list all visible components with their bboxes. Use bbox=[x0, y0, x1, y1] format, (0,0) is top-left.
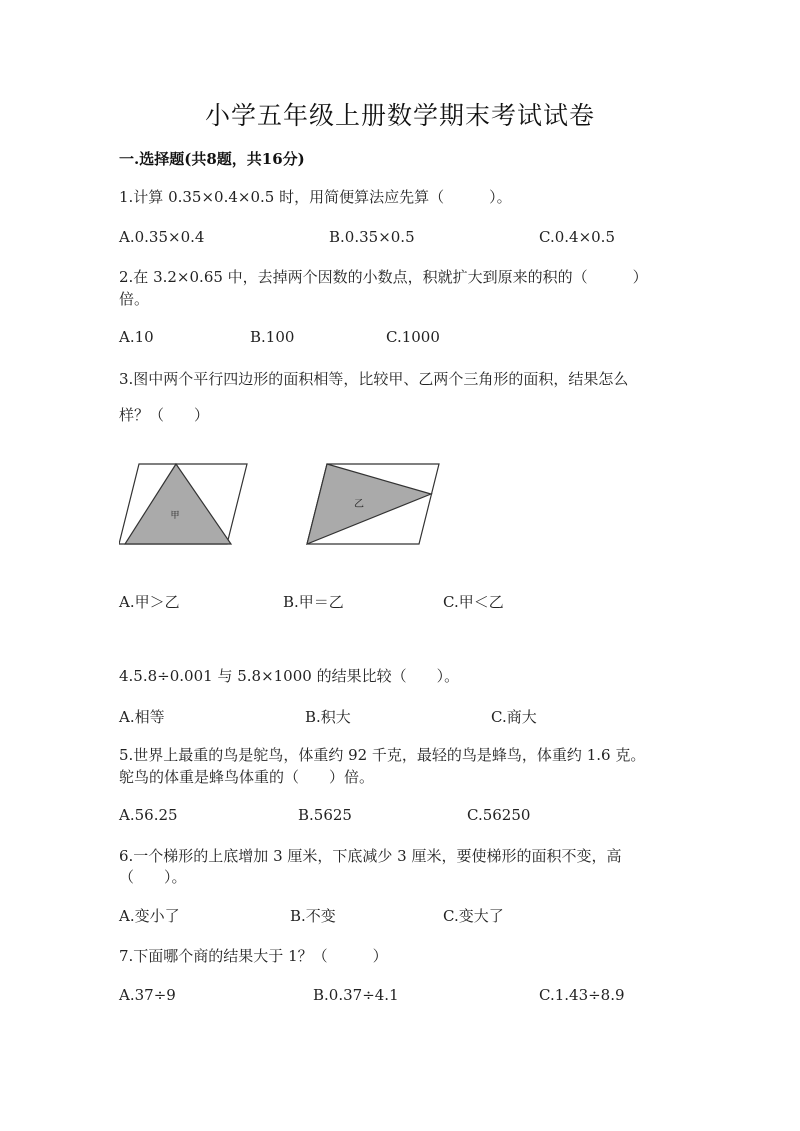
page-title: 小学五年级上册数学期末考试试卷 bbox=[204, 101, 595, 130]
question-3-option-b[interactable]: B.甲＝乙 bbox=[283, 593, 344, 611]
question-4-text: 4.5.8÷0.001 与 5.8×1000 的结果比较（ ）。 bbox=[119, 667, 460, 685]
section-heading: 一.选择题(共8题，共16分) bbox=[119, 150, 305, 168]
question-2-option-a[interactable]: A.10 bbox=[119, 328, 154, 346]
question-6-text-line-2: （ ）。 bbox=[119, 868, 187, 886]
parallelogram-figure bbox=[119, 458, 449, 550]
question-1-option-b[interactable]: B.0.35×0.5 bbox=[329, 228, 415, 246]
triangle-yi bbox=[307, 464, 431, 544]
question-6-option-a[interactable]: A.变小了 bbox=[119, 907, 180, 925]
question-1-text: 1.计算 0.35×0.4×0.5 时，用简便算法应先算（ ）。 bbox=[119, 188, 512, 206]
question-2-text-line-1: 2.在 3.2×0.65 中，去掉两个因数的小数点，积就扩大到原来的积的（ ） bbox=[119, 268, 648, 286]
question-5-option-b[interactable]: B.5625 bbox=[298, 806, 352, 824]
question-6-text-line-1: 6.一个梯形的上底增加 3 厘米，下底减少 3 厘米，要使梯形的面积不变，高 bbox=[119, 847, 622, 865]
question-4-option-c[interactable]: C.商大 bbox=[491, 708, 537, 726]
question-7-text: 7.下面哪个商的结果大于 1？（ ） bbox=[119, 947, 388, 965]
label-jia: 甲 bbox=[170, 511, 180, 521]
question-5-option-c[interactable]: C.56250 bbox=[467, 806, 531, 824]
question-2-option-c[interactable]: C.1000 bbox=[386, 328, 440, 346]
triangle-jia bbox=[125, 464, 231, 544]
question-6-option-b[interactable]: B.不变 bbox=[290, 907, 336, 925]
question-2-option-b[interactable]: B.100 bbox=[250, 328, 295, 346]
question-7-option-b[interactable]: B.0.37÷4.1 bbox=[313, 986, 399, 1004]
question-5-text-line-2: 鸵鸟的体重是蜂鸟体重的（ ）倍。 bbox=[119, 768, 375, 786]
question-3-text-line-1: 3.图中两个平行四边形的面积相等，比较甲、乙两个三角形的面积，结果怎么 bbox=[119, 370, 629, 388]
question-1-option-a[interactable]: A.0.35×0.4 bbox=[119, 228, 205, 246]
question-2-text-line-2: 倍。 bbox=[119, 290, 150, 308]
question-4-option-b[interactable]: B.积大 bbox=[305, 708, 351, 726]
question-3-option-c[interactable]: C.甲＜乙 bbox=[443, 593, 504, 611]
question-5-text-line-1: 5.世界上最重的鸟是鸵鸟，体重约 92 千克，最轻的鸟是蜂鸟，体重约 1.6 克。 bbox=[119, 746, 646, 764]
question-1-option-c[interactable]: C.0.4×0.5 bbox=[539, 228, 615, 246]
question-7-option-a[interactable]: A.37÷9 bbox=[119, 986, 176, 1004]
question-4-option-a[interactable]: A.相等 bbox=[119, 708, 165, 726]
question-3-option-a[interactable]: A.甲＞乙 bbox=[119, 593, 180, 611]
label-yi: 乙 bbox=[354, 499, 364, 510]
question-6-option-c[interactable]: C.变大了 bbox=[443, 907, 504, 925]
question-3-text-line-2: 样？（ ） bbox=[119, 406, 210, 424]
question-5-option-a[interactable]: A.56.25 bbox=[119, 806, 178, 824]
question-7-option-c[interactable]: C.1.43÷8.9 bbox=[539, 986, 625, 1004]
